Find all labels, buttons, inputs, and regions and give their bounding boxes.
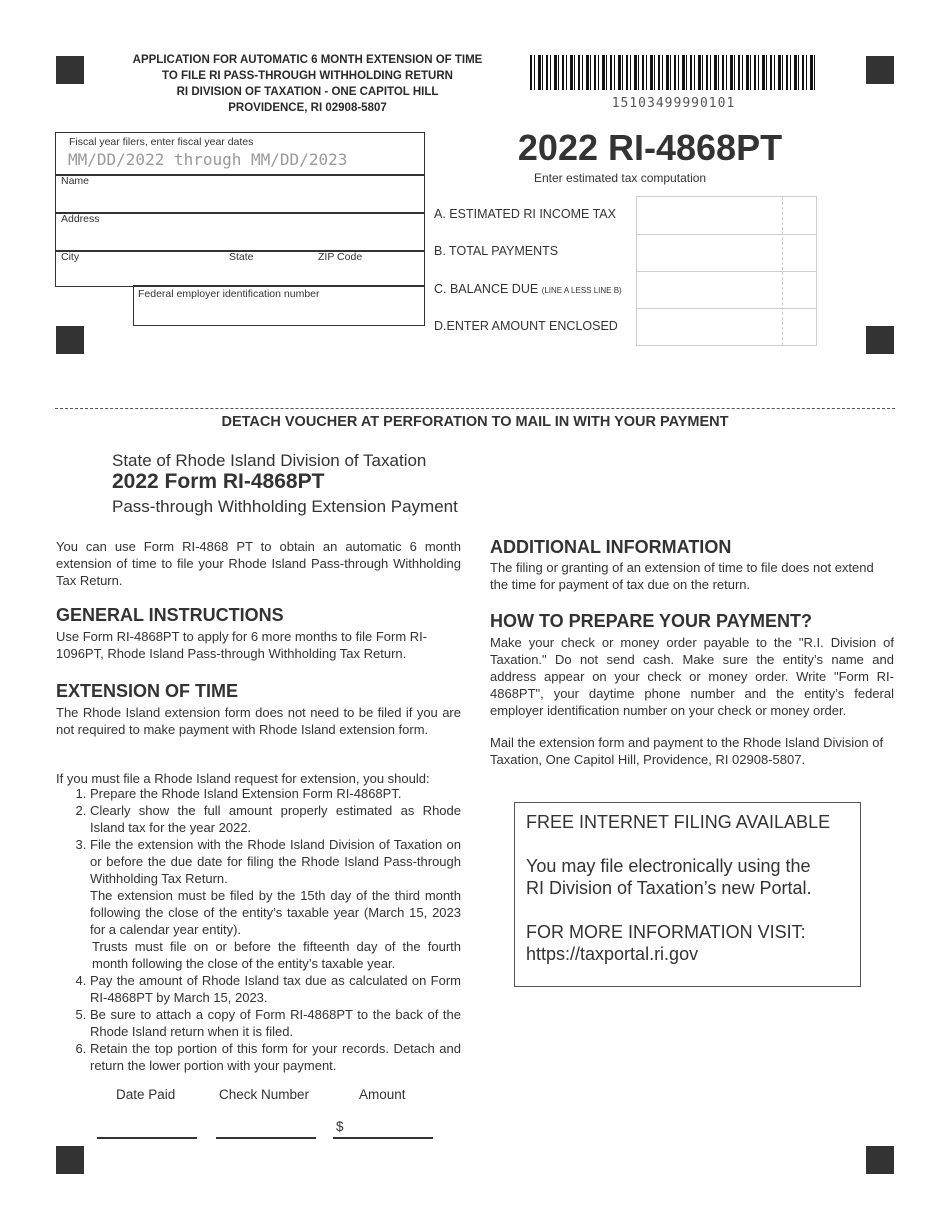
amount-field[interactable] [333,1137,433,1139]
step-item: 2. Clearly show the full amount properly estimated as Rhode Island tax for the year 2022. [90,802,461,836]
state-label: State [229,251,254,263]
line-d-amount-field[interactable] [637,309,816,345]
general-instructions-text: Use Form RI-4868PT to apply for 6 more months to file Form RI-1096PT, Rhode Island Pass-through Withholding Tax Return. [56,629,428,661]
line-b-amount-field[interactable] [637,235,816,272]
extension-of-time-heading: EXTENSION OF TIME [56,681,239,701]
fiscal-year-label: Fiscal year filers, enter fiscal year dates [69,136,254,148]
registration-mark-bottom-right [866,1146,894,1174]
address-field[interactable] [55,212,425,252]
additional-information-text: The filing or granting of an extension of time to file does not extend the time for payment of tax due on the return. [490,560,874,592]
header-line: APPLICATION FOR AUTOMATIC 6 MONTH EXTENSION OF TIME [132,54,483,66]
free-filing-box [514,802,861,987]
step-3-trusts-note: Trusts must file on or before the fifteenth day of the fourth month following the close of the entity’s taxable year. [92,939,461,971]
fein-field[interactable] [133,285,425,326]
line-d-label: D.ENTER AMOUNT ENCLOSED [434,319,618,333]
name-label: Name [61,175,90,187]
line-c-text: C. BALANCE DUE [434,282,539,296]
barcode-number: 15103499990101 [611,96,736,111]
header-line: PROVIDENCE, RI 02908-5807 [228,102,387,114]
city-label: City [61,251,80,263]
instructions-subtitle: Pass-through Withholding Extension Payment [112,497,458,516]
step-item: 5. Be sure to attach a copy of Form RI-4868PT to the back of the Rhode Island return when it is filed. [90,1006,461,1040]
check-number-field[interactable] [216,1137,316,1139]
header-line: TO FILE RI PASS-THROUGH WITHHOLDING RETURN [162,70,453,82]
name-field[interactable] [55,174,425,214]
form-header [100,52,515,116]
form-title: 2022 RI-4868PT [517,127,783,168]
line-a-amount-field[interactable] [637,197,816,235]
more-info-label: FOR MORE INFORMATION VISIT: [526,922,806,942]
extension-of-time-text: The Rhode Island extension form does not need to be filed if you are not required to make payment with Rhode Island extension form. [56,705,461,737]
portal-url[interactable]: https://taxportal.ri.gov [526,944,699,964]
line-a-label: A. ESTIMATED RI INCOME TAX [434,207,616,221]
check-number-label: Check Number [219,1087,310,1102]
step-3-note: The extension must be filed by the 15th day of the third month following the close of the entity’s taxable year (March 15, 2023 for a calendar year entity). [90,888,461,937]
step-item: 3. File the extension with the Rhode Island Division of Taxation on or before the due date for filing the Rhode Island Pass-through Withholding Tax Return. The extension must be filed by the 15th day of the third month following the close of the entity’s taxable year (March 15, 2023 for a calendar year entity). Trusts must file on or before the fifteenth day of the fourth month following the close of the entity’s taxable year. [90,836,461,972]
fiscal-year-value: MM/DD/2022 through MM/DD/2023 [68,150,348,169]
address-label: Address [61,213,100,225]
intro-paragraph: You can use Form RI-4868 PT to obtain an automatic 6 month extension of time to file your Rhode Island Pass-through Withholding Tax Return. [56,539,461,588]
step-item: 4. Pay the amount of Rhode Island tax due as calculated on Form RI-4868PT by March 15, 2023. [90,972,461,1006]
steps-intro: If you must file a Rhode Island request for extension, you should: [56,771,430,786]
currency-symbol: $ [336,1119,344,1134]
registration-mark-mid-left [56,326,84,354]
step-item: 6. Retain the top portion of this form for your records. Detach and return the lower portion with your payment. [90,1040,461,1074]
amount-label: Amount [359,1087,406,1102]
prepare-payment-heading: HOW TO PREPARE YOUR PAYMENT? [490,611,813,631]
agency-name: State of Rhode Island Division of Taxation [112,451,427,470]
prepare-payment-text: Make your check or money order payable to the "R.I. Division of Taxation." Do not send cash. Make sure the entity’s name and address appear on your check or money order. Write "Form RI-4868PT", your daytime phone number and the entity’s federal employer identification number on your check or money order. [490,635,894,718]
city-state-zip-field[interactable] [55,250,425,287]
header-line: RI DIVISION OF TAXATION - ONE CAPITOL HILL [176,86,439,98]
amount-grid [636,196,817,346]
cents-divider [782,197,783,345]
mail-instructions-text: Mail the extension form and payment to the Rhode Island Division of Taxation, One Capitol Hill, Providence, RI 02908-5807. [490,735,884,767]
line-b-label: B. TOTAL PAYMENTS [434,244,559,258]
date-paid-field[interactable] [97,1137,197,1139]
line-c-note: (LINE A LESS LINE B) [541,286,622,295]
registration-mark-mid-right [866,326,894,354]
line-c-amount-field[interactable] [637,272,816,309]
registration-mark-bottom-left [56,1146,84,1174]
line-c-label [434,282,622,296]
barcode [530,55,817,90]
detach-instruction: DETACH VOUCHER AT PERFORATION TO MAIL IN WITH YOUR PAYMENT [221,414,729,430]
date-paid-label: Date Paid [116,1087,176,1102]
perforation-line [55,408,895,409]
free-filing-line: RI Division of Taxation’s new Portal. [526,878,812,898]
steps-list [56,785,461,1074]
estimate-caption: Enter estimated tax computation [534,171,707,185]
general-instructions-heading: GENERAL INSTRUCTIONS [56,605,284,625]
fein-label: Federal employer identification number [138,288,320,300]
additional-information-heading: ADDITIONAL INFORMATION [490,537,732,557]
free-filing-title: FREE INTERNET FILING AVAILABLE [526,812,831,832]
fiscal-year-field[interactable] [55,132,425,176]
zip-label: ZIP Code [318,251,363,263]
instructions-form-title: 2022 Form RI-4868PT [112,470,325,493]
free-filing-line: You may file electronically using the [526,856,811,876]
registration-mark-top-right [866,56,894,84]
step-item: 1. Prepare the Rhode Island Extension Form RI-4868PT. [90,785,461,802]
registration-mark-top-left [56,56,84,84]
